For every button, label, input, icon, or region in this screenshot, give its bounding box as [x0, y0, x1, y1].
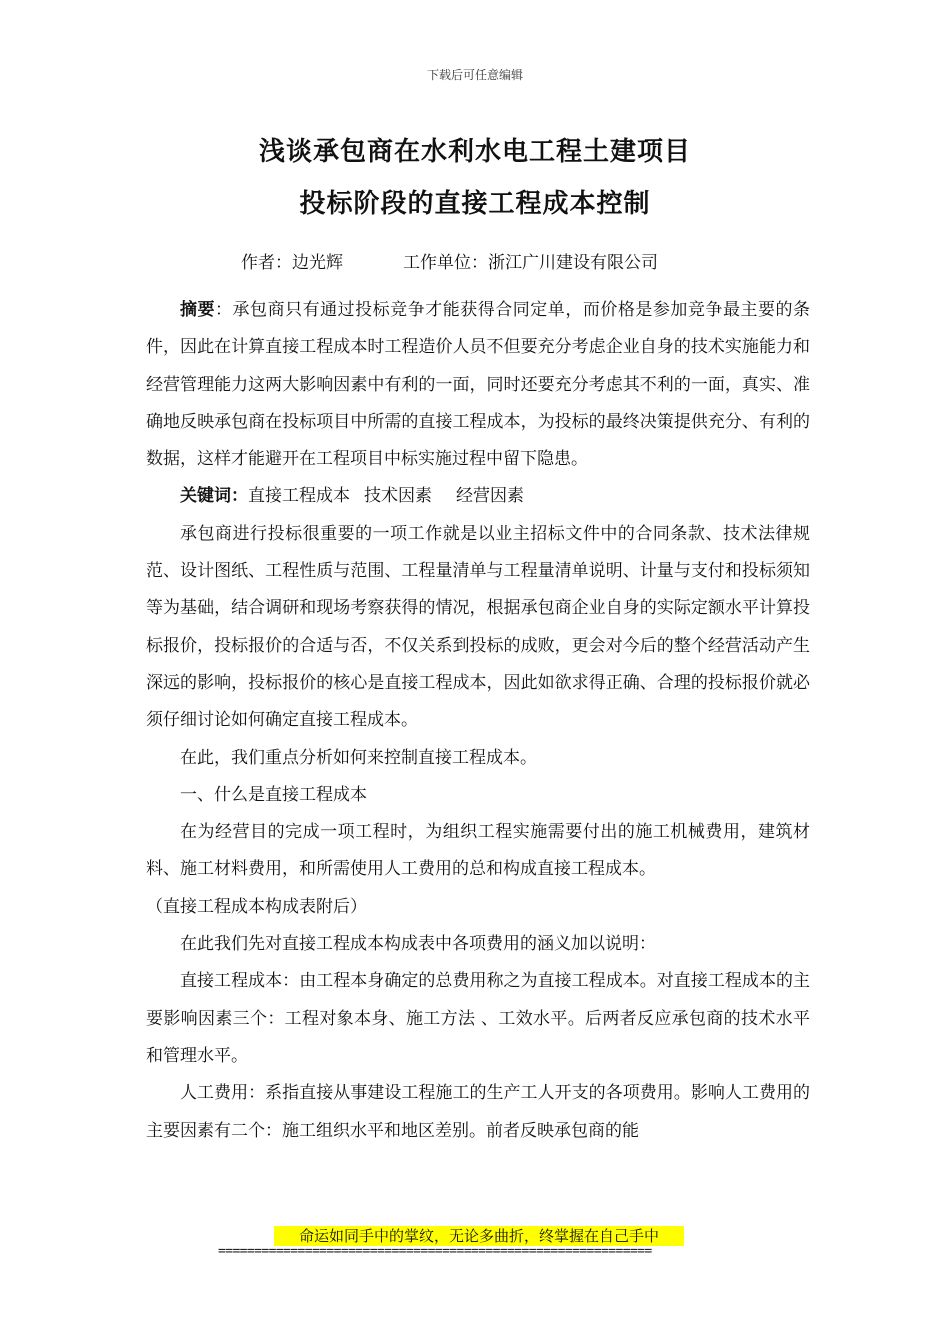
keywords-label: 关键词: [180, 486, 231, 507]
keyword-2: 技术因素: [364, 486, 432, 507]
keywords-colon: ：: [231, 486, 248, 507]
author-name: 作者：边光辉: [241, 253, 343, 273]
title-line-1: 浅谈承包商在水利水电工程土建项目: [258, 137, 691, 167]
paragraph-8: 人工费用：系指直接从事建设工程施工的生产工人开支的各项费用。影响人工费用的主要因素有二个：施工组织水平和地区差别。前者反映承包商的能: [146, 1083, 810, 1141]
paragraph-4: 在为经营目的完成一项工程时，为组织工程实施需要付出的施工机械费用，建筑材料、施工材料费用，和所需使用人工费用的总和构成直接工程成本。: [146, 822, 810, 880]
keyword-1: 直接工程成本: [248, 486, 350, 507]
keyword-3: 经营因素: [456, 486, 524, 507]
page-header: 下载后可任意编辑: [426, 68, 523, 82]
footer-banner: 命运如同手中的掌纹，无论多曲折，终掌握在自己手中: [274, 1226, 684, 1246]
paragraph-6: 在此我们先对直接工程成本构成表中各项费用的涵义加以说明：: [180, 934, 656, 955]
footer-rule: ============================================================: [218, 1244, 652, 1259]
title-line-2: 投标阶段的直接工程成本控制: [299, 189, 651, 219]
section-heading-1: 一、什么是直接工程成本: [180, 784, 367, 805]
paragraph-7: 直接工程成本：由工程本身确定的总费用称之为直接工程成本。对直接工程成本的主要影响因素三个：工程对象本身、施工方法 、工效水平。后两者反应承包商的技术水平和管理水平。: [146, 971, 810, 1066]
author-line: [241, 248, 658, 273]
abstract-text: ：承包商只有通过投标竞争才能获得合同定单，而价格是参加竞争最主要的条件，因此在计算直接工程成本时工程造价人员不但要充分考虑企业自身的技术实施能力和经营管理能力这两大影响因素中有利的一面，同时还要充分考虑其不利的一面，真实、准确地反映承包商在投标项目中所需的直接工程成本，为投标的最终决策提供充分、有利的数据，这样才能避开在工程项目中标实施过程中留下隐患。: [146, 300, 811, 470]
abstract-label: 摘要: [180, 300, 216, 320]
paragraph-5: （直接工程成本构成表附后）: [146, 896, 367, 917]
paragraph-1: 承包商进行投标很重要的一项工作就是以业主招标文件中的合同条款、技术法律规范、设计图纸、工程性质与范围、工程量清单与工程量清单说明、计量与支付和投标须知等为基础，结合调研和现场考察获得的情况，根据承包商企业自身的实际定额水平计算投标报价，投标报价的合适与否，不仅关系到投标的成败，更会对今后的整个经营活动产生深远的影响，投标报价的核心是直接工程成本，因此如欲求得正确、合理的投标报价就必须仔细讨论如何确定直接工程成本。: [146, 523, 810, 731]
author-affiliation: 工作单位：浙江广川建设有限公司: [403, 253, 658, 273]
document-body: [146, 292, 810, 1150]
paragraph-2: 在此，我们重点分析如何来控制直接工程成本。: [180, 747, 537, 768]
abstract-paragraph: [146, 292, 810, 478]
keywords-paragraph: [146, 478, 810, 515]
